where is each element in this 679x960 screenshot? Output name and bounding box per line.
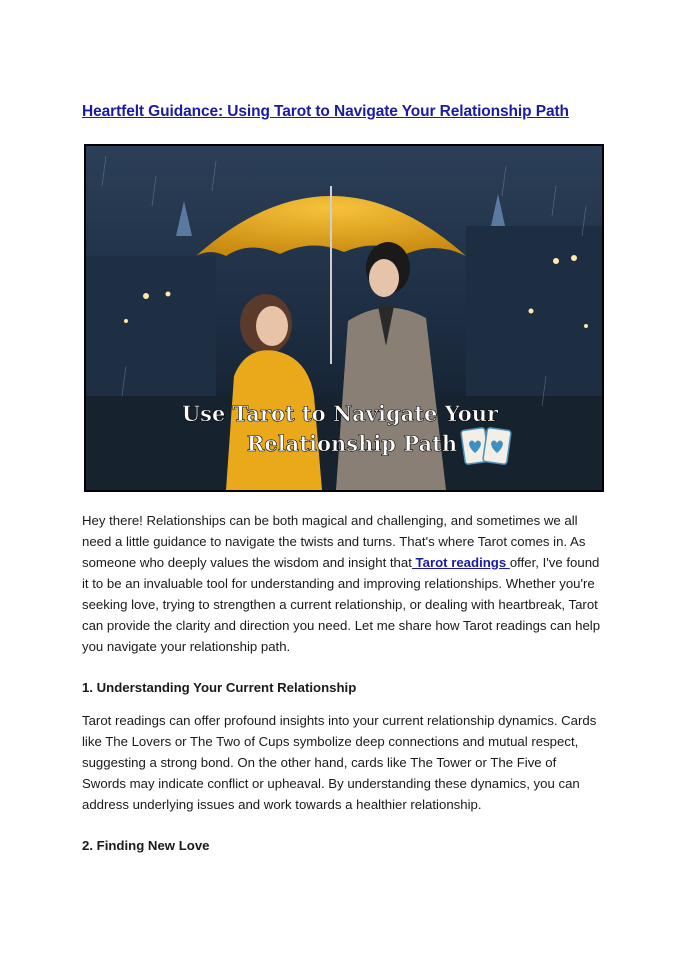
tarot-readings-link[interactable]: Tarot readings — [411, 555, 510, 570]
hero-caption-line2: Relationship Path — [246, 431, 458, 456]
section-body-current-relationship: Tarot readings can offer profound insights into your current relationship dynamics. Cards like The Lovers or The Two of Cups symbolize deep connections and mutual respect, suggesting a strong bond. On the other hand, cards like The Tower or The Five of Swords may indicate conflict or upheaval. By understanding these dynamics, you can address underlying issues and work towards a healthier relationship. — [82, 713, 597, 812]
intro-text-after-link: offer, I've found it to be an invaluable tool for understanding and improving relationships. Whether you're seeking love, trying to strengthen a current relationship, or dealing with heartbreak, Tarot can provide the clarity and direction you need. Let me share how Tarot readings can help you navigate your relationship path. — [82, 555, 601, 654]
article-title[interactable]: Heartfelt Guidance: Using Tarot to Navigate Your Relationship Path — [82, 103, 569, 120]
section-heading-finding-love: 2. Finding New Love — [82, 838, 210, 853]
hero-image — [84, 144, 604, 492]
intro-text-before-link: Hey there! Relationships can be both magical and challenging, and sometimes we all need a little guidance to navigate the twists and turns. That's where Tarot comes in. As someone who deeply values the wisdom and insight that — [82, 513, 586, 570]
hero-caption-line1: Use Tarot to Navigate Your — [181, 401, 499, 426]
intro-paragraph — [82, 510, 602, 657]
tarot-cards-icon — [461, 427, 511, 464]
section-heading-current-relationship: 1. Understanding Your Current Relationship — [82, 680, 357, 695]
hero-illustration — [86, 146, 602, 490]
